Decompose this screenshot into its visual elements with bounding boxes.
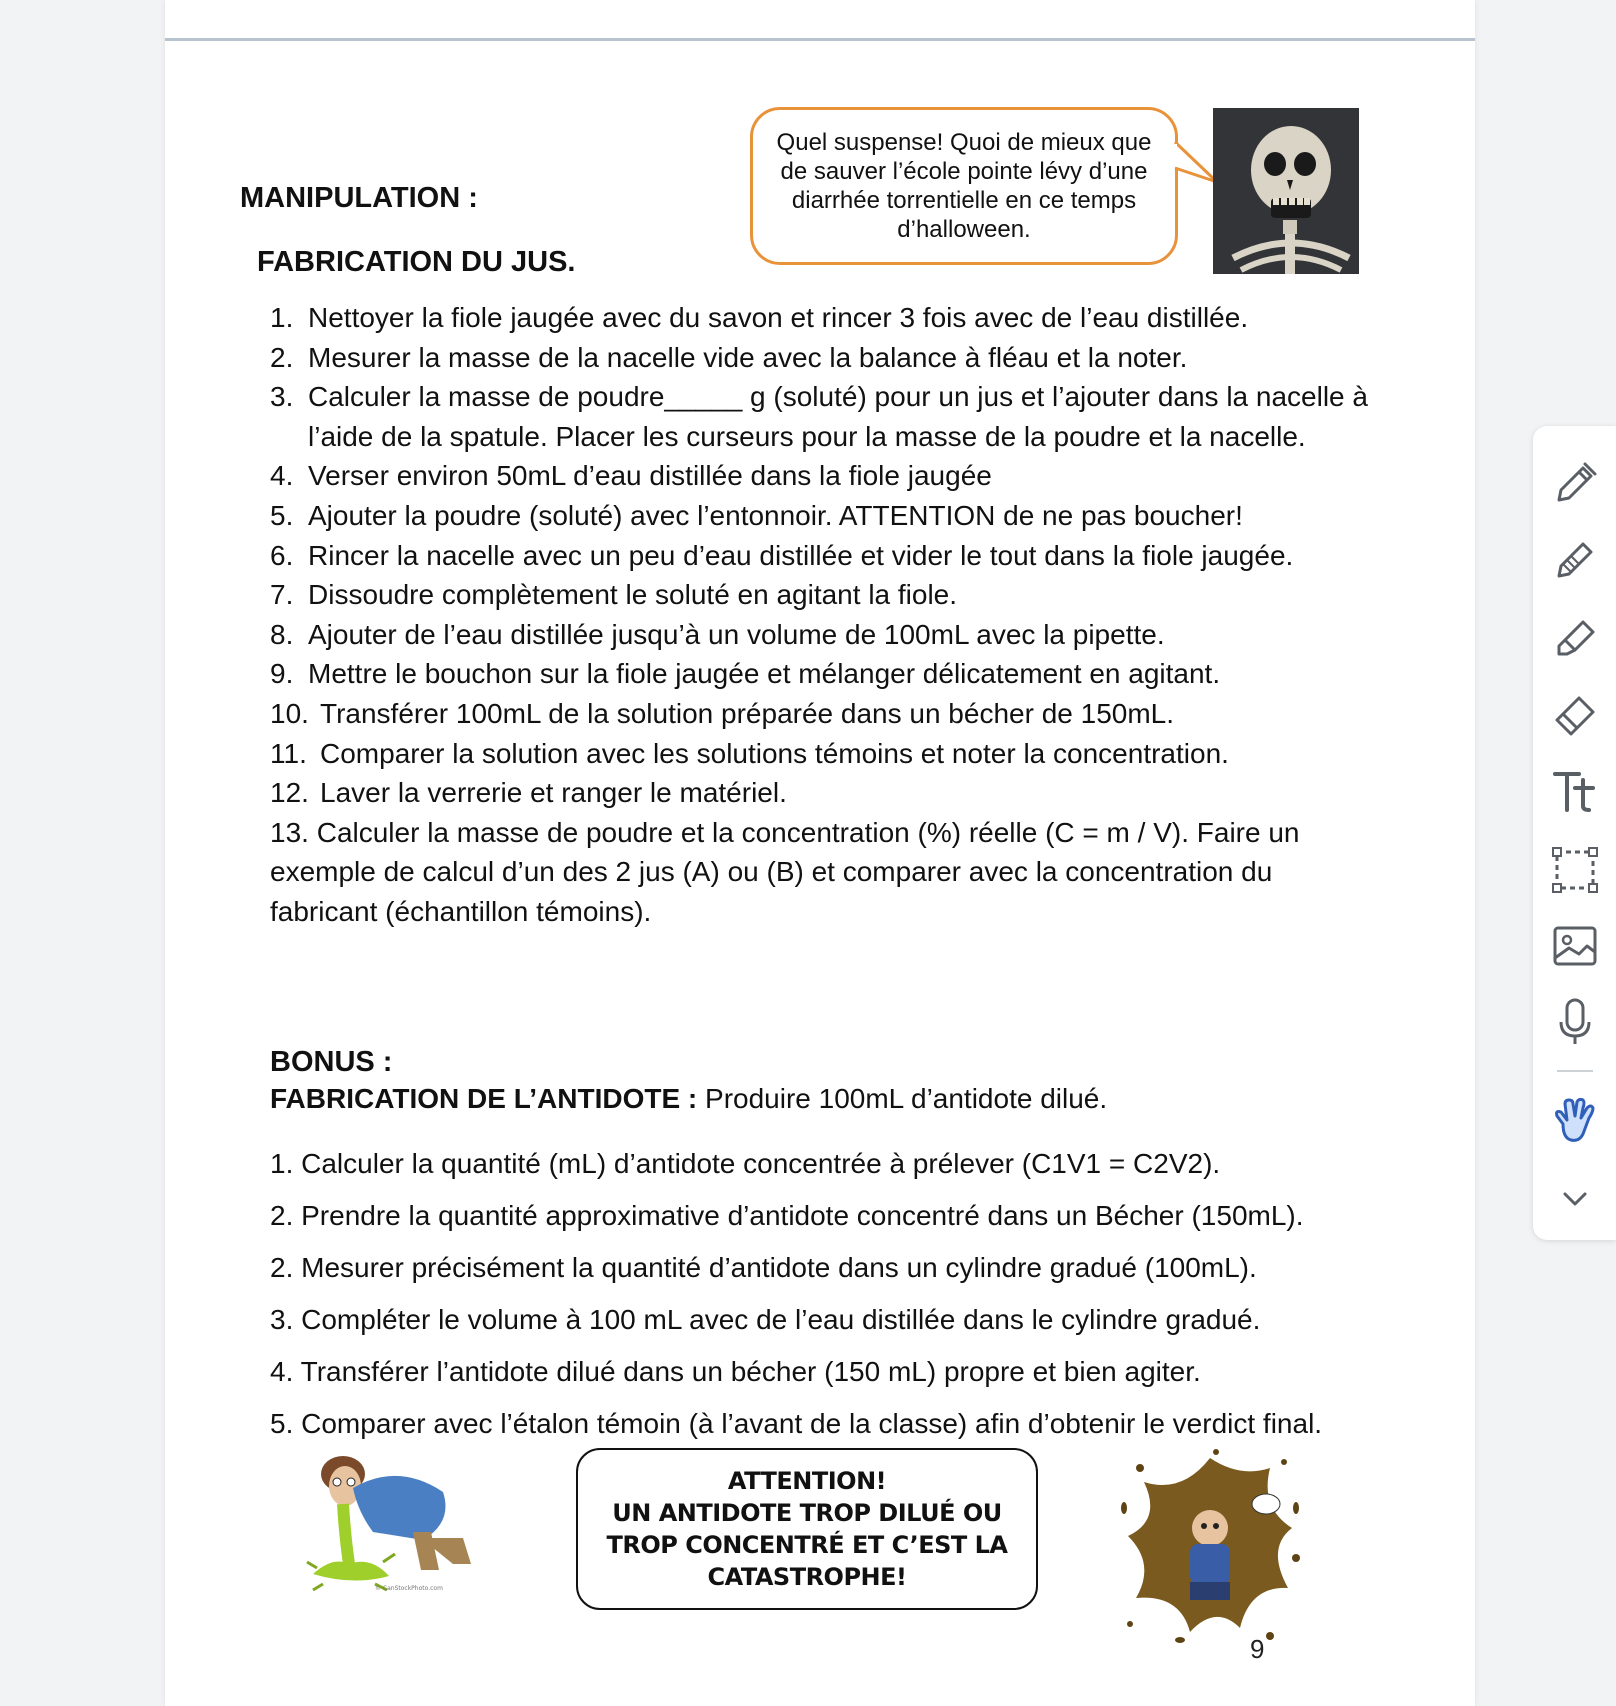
step-number: 11. [270, 737, 307, 769]
pen-icon [1549, 458, 1601, 510]
step-number: 4. [270, 460, 294, 492]
highlighter-icon [1549, 610, 1601, 662]
list-item [270, 338, 1370, 378]
warning-line: ATTENTION! [727, 1467, 887, 1495]
chevron-down-icon [1549, 1172, 1601, 1224]
list-item [270, 377, 1370, 456]
step-text: Nettoyer la fiole jaugée avec du savon et rincer 3 fois avec de l’eau distillée. [308, 302, 1249, 333]
step-number: 5. [270, 499, 294, 531]
step-text: Dissoudre complètement le soluté en agitant la fiole. [308, 579, 958, 611]
list-item [270, 298, 1370, 338]
list-item [270, 615, 1370, 655]
step-number: 1. [270, 302, 294, 333]
hand-icon [1549, 1094, 1601, 1146]
step-number: 8. [270, 618, 294, 650]
list-item: 2. Prendre la quantité approximative d’antidote concentré dans un Bécher (150mL). [270, 1200, 1304, 1231]
step-text: Calculer la masse de poudre et la concentration (%) réelle (C = m / V). Faire un exemple de calcul d’un des 2 jus (A) ou (B) et comparer avec la concentration du fabricant (échantillon témoins). [270, 816, 1300, 927]
fabrication-heading: FABRICATION DU JUS. [257, 246, 576, 278]
step-text: Mettre le bouchon sur la fiole jaugée et mélanger délicatement en agitant. [308, 658, 1221, 690]
microphone-icon [1549, 996, 1601, 1048]
step-number: 9. [270, 658, 294, 690]
skeleton-image [1213, 108, 1359, 274]
list-item [270, 496, 1370, 536]
sick-cartoon-image [303, 1452, 493, 1592]
list-item: 3. Compléter le volume à 100 mL avec de l’eau distillée dans le cylindre gradué. [270, 1304, 1261, 1335]
step-text: Calculer la masse de poudre_____ g (soluté) pour un jus et l’ajouter dans la nacelle à l’aide de la spatule. Placer les curseurs pour la masse de la poudre et la nacelle. [308, 381, 1368, 452]
warning-line: CATASTROPHE! [707, 1563, 907, 1591]
speech-bubble-text: Quel suspense! Quoi de mieux que de sauver l’école pointe lévy d’une diarrhée torrentielle en ce temps d’halloween. [776, 129, 1152, 243]
list-item [270, 694, 1370, 734]
pencil-icon [1549, 534, 1601, 586]
list-item: 2. Mesurer précisément la quantité d’antidote dans un cylindre gradué (100mL). [270, 1252, 1257, 1283]
text-tool[interactable] [1549, 766, 1601, 818]
image-icon [1549, 920, 1601, 972]
list-item [270, 575, 1370, 615]
page-number: 9 [1250, 1634, 1265, 1664]
list-item [270, 773, 1370, 813]
list-item [270, 734, 1370, 774]
step-text: Rincer la nacelle avec un peu d’eau distillée et vider le tout dans la fiole jaugée. [308, 539, 1294, 571]
step-text: Ajouter la poudre (soluté) avec l’entonnoir. ATTENTION de ne pas boucher! [308, 499, 1243, 531]
selection-icon [1549, 844, 1601, 896]
manipulation-heading: MANIPULATION : [240, 182, 478, 214]
pen-tool[interactable] [1549, 458, 1601, 510]
pencil-tool[interactable] [1549, 534, 1601, 586]
step-number: 13. [270, 816, 309, 848]
antidote-heading: FABRICATION DE L’ANTIDOTE : [270, 1083, 698, 1114]
warning-line: TROP CONCENTRÉ ET C’EST LA [606, 1531, 1008, 1559]
warning-line: UN ANTIDOTE TROP DILUÉ OU [612, 1499, 1002, 1527]
list-item: 4. Transférer l’antidote dilué dans un bécher (150 mL) propre et bien agiter. [270, 1356, 1201, 1387]
step-text: Comparer la solution avec les solutions témoins et noter la concentration. [320, 737, 1229, 769]
step-text: Verser environ 50mL d’eau distillée dans la fiole jaugée [308, 460, 992, 492]
list-item: 1. Calculer la quantité (mL) d’antidote concentrée à prélever (C1V1 = C2V2). [270, 1148, 1221, 1179]
annotation-toolbar [1533, 426, 1616, 1240]
speech-bubble [750, 107, 1178, 265]
list-item [270, 813, 1370, 932]
step-number: 12. [270, 777, 309, 809]
step-text: Ajouter de l’eau distillée jusqu’à un volume de 100mL avec la pipette. [308, 618, 1165, 650]
bonus-heading: BONUS : [270, 1046, 393, 1078]
toolbar-divider [1557, 1070, 1593, 1072]
diarrhea-cartoon-image [1120, 1448, 1300, 1644]
document-page [165, 0, 1475, 1706]
step-number: 7. [270, 579, 294, 611]
highlighter-tool[interactable] [1549, 610, 1601, 662]
list-item [270, 456, 1370, 496]
list-item [270, 536, 1370, 576]
step-number: 3. [270, 381, 294, 413]
list-item [270, 654, 1370, 694]
antidote-intro: Produire 100mL d’antidote dilué. [697, 1083, 1108, 1114]
step-number: 2. [270, 341, 294, 373]
image-tool[interactable] [1549, 920, 1601, 972]
step-text: Laver la verrerie et ranger le matériel. [320, 777, 787, 809]
hand-tool[interactable] [1549, 1094, 1601, 1146]
warning-box [576, 1448, 1038, 1610]
eraser-icon [1549, 688, 1601, 740]
step-number: 6. [270, 539, 294, 571]
eraser-tool[interactable] [1549, 688, 1601, 740]
antidote-line [270, 1083, 1107, 1115]
page-top-border [165, 38, 1475, 41]
microphone-tool[interactable] [1549, 996, 1601, 1048]
image-credit: © CanStockPhoto.com [375, 1585, 443, 1592]
step-text: Transférer 100mL de la solution préparée dans un bécher de 150mL. [320, 697, 1175, 729]
bonus-procedure-list [270, 1138, 1470, 1450]
step-text: Mesurer la masse de la nacelle vide avec la balance à fléau et la noter. [308, 341, 1188, 373]
selection-tool[interactable] [1549, 844, 1601, 896]
procedure-list [270, 298, 1370, 932]
text-tool-icon [1549, 766, 1601, 818]
expand-toolbar-button[interactable] [1549, 1172, 1601, 1224]
step-number: 10. [270, 697, 309, 729]
list-item: 5. Comparer avec l’étalon témoin (à l’avant de la classe) afin d’obtenir le verdict final. [270, 1408, 1323, 1439]
